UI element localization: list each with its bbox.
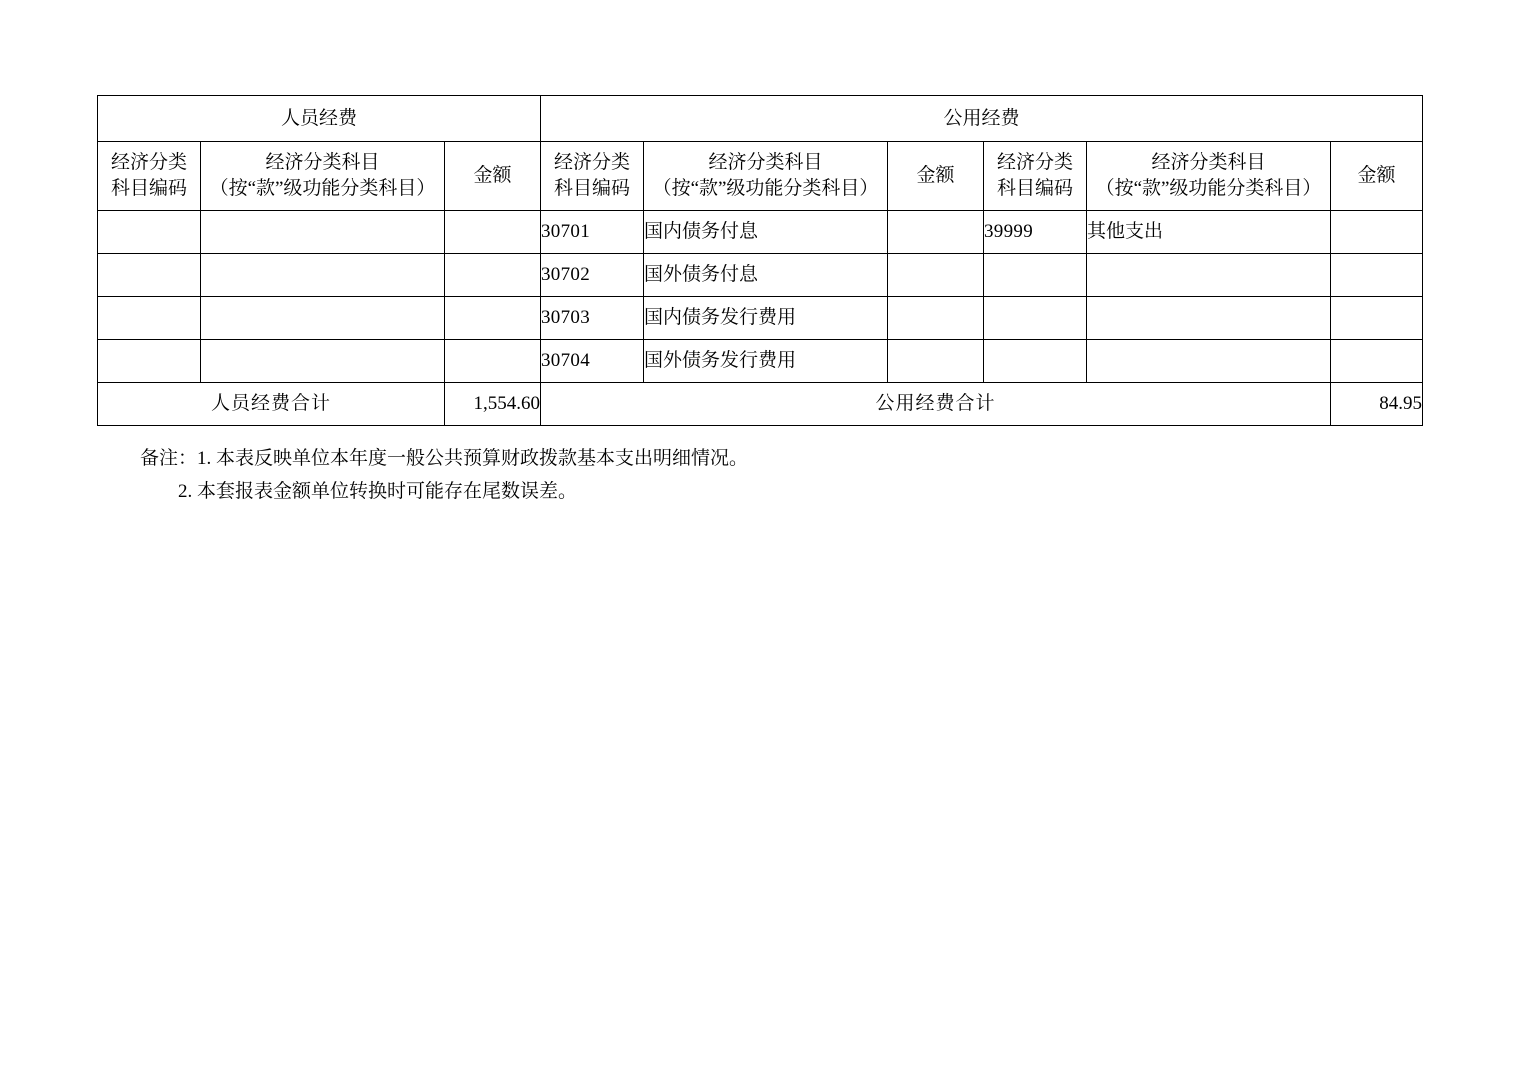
cell-public1-amount <box>888 297 984 340</box>
cell-public2-amount <box>1331 211 1423 254</box>
notes-first-line <box>140 442 1340 475</box>
cell-public2-code <box>984 340 1087 383</box>
notes-label: 备注： <box>140 448 198 469</box>
column-header-row <box>98 142 1423 211</box>
cell-public2-name <box>1087 254 1331 297</box>
cell-personnel-code <box>98 254 201 297</box>
cell-public1-amount <box>888 254 984 297</box>
cell-public2-name <box>1087 340 1331 383</box>
table-row <box>98 340 1423 383</box>
notes-block <box>140 442 1340 509</box>
cell-personnel-amount <box>445 254 541 297</box>
col-header-subject-line1: 经济分类科目 <box>708 152 823 174</box>
cell-public1-amount <box>888 211 984 254</box>
total-value-personnel: 1,554.60 <box>445 383 541 426</box>
cell-public1-code: 30701 <box>541 211 644 254</box>
col-header-code-1 <box>98 142 201 211</box>
cell-personnel-amount <box>445 297 541 340</box>
budget-table-wrapper <box>97 95 1422 426</box>
cell-public1-code: 30704 <box>541 340 644 383</box>
col-header-amount-2: 金额 <box>888 142 984 211</box>
notes-item-2: 2. 本套报表金额单位转换时可能存在尾数误差。 <box>178 481 578 503</box>
cell-public2-name <box>1087 297 1331 340</box>
cell-public2-code <box>984 297 1087 340</box>
col-header-subject-1 <box>201 142 445 211</box>
group-header-row <box>98 96 1423 142</box>
cell-public1-name: 国外债务付息 <box>644 254 888 297</box>
col-header-subject-line2: （按“款”级功能分类科目） <box>209 178 436 199</box>
cell-personnel-name <box>201 254 445 297</box>
cell-personnel-amount <box>445 340 541 383</box>
col-header-code-line1: 经济分类 <box>553 152 630 174</box>
col-header-subject-2 <box>644 142 888 211</box>
table-row <box>98 211 1423 254</box>
cell-personnel-name <box>201 297 445 340</box>
col-header-code-line1: 经济分类 <box>996 152 1073 174</box>
col-header-code-line1: 经济分类 <box>110 152 187 174</box>
cell-public1-name: 国内债务付息 <box>644 211 888 254</box>
cell-public1-name: 国内债务发行费用 <box>644 297 888 340</box>
col-header-code-line2: 科目编码 <box>110 178 187 199</box>
col-header-subject-3 <box>1087 142 1331 211</box>
totals-row <box>98 383 1423 426</box>
cell-public2-code <box>984 254 1087 297</box>
table-row <box>98 297 1423 340</box>
col-header-code-3 <box>984 142 1087 211</box>
col-header-subject-line2: （按“款”级功能分类科目） <box>1095 178 1322 199</box>
cell-public2-amount <box>1331 340 1423 383</box>
cell-personnel-amount <box>445 211 541 254</box>
notes-second-line <box>140 475 1340 508</box>
col-header-code-line2: 科目编码 <box>996 178 1073 199</box>
col-header-code-2 <box>541 142 644 211</box>
cell-personnel-code <box>98 211 201 254</box>
cell-public2-amount <box>1331 254 1423 297</box>
basic-expenditure-table <box>97 95 1423 426</box>
cell-public2-amount <box>1331 297 1423 340</box>
cell-public2-name: 其他支出 <box>1087 211 1331 254</box>
col-header-subject-line2: （按“款”级功能分类科目） <box>652 178 879 199</box>
cell-personnel-code <box>98 340 201 383</box>
cell-personnel-code <box>98 297 201 340</box>
col-header-code-line2: 科目编码 <box>553 178 630 199</box>
cell-public2-code: 39999 <box>984 211 1087 254</box>
cell-public1-name: 国外债务发行费用 <box>644 340 888 383</box>
group-header-personnel: 人员经费 <box>98 96 541 142</box>
total-value-public: 84.95 <box>1331 383 1423 426</box>
total-label-public: 公用经费合计 <box>541 383 1331 426</box>
notes-item-1: 1. 本表反映单位本年度一般公共预算财政拨款基本支出明细情况。 <box>197 448 749 469</box>
group-header-public: 公用经费 <box>541 96 1423 142</box>
col-header-amount-3: 金额 <box>1331 142 1423 211</box>
cell-personnel-name <box>201 340 445 383</box>
cell-personnel-name <box>201 211 445 254</box>
col-header-amount-1: 金额 <box>445 142 541 211</box>
col-header-subject-line1: 经济分类科目 <box>265 152 380 174</box>
total-label-personnel: 人员经费合计 <box>98 383 445 426</box>
cell-public1-amount <box>888 340 984 383</box>
table-row <box>98 254 1423 297</box>
cell-public1-code: 30702 <box>541 254 644 297</box>
col-header-subject-line1: 经济分类科目 <box>1151 152 1266 174</box>
cell-public1-code: 30703 <box>541 297 644 340</box>
